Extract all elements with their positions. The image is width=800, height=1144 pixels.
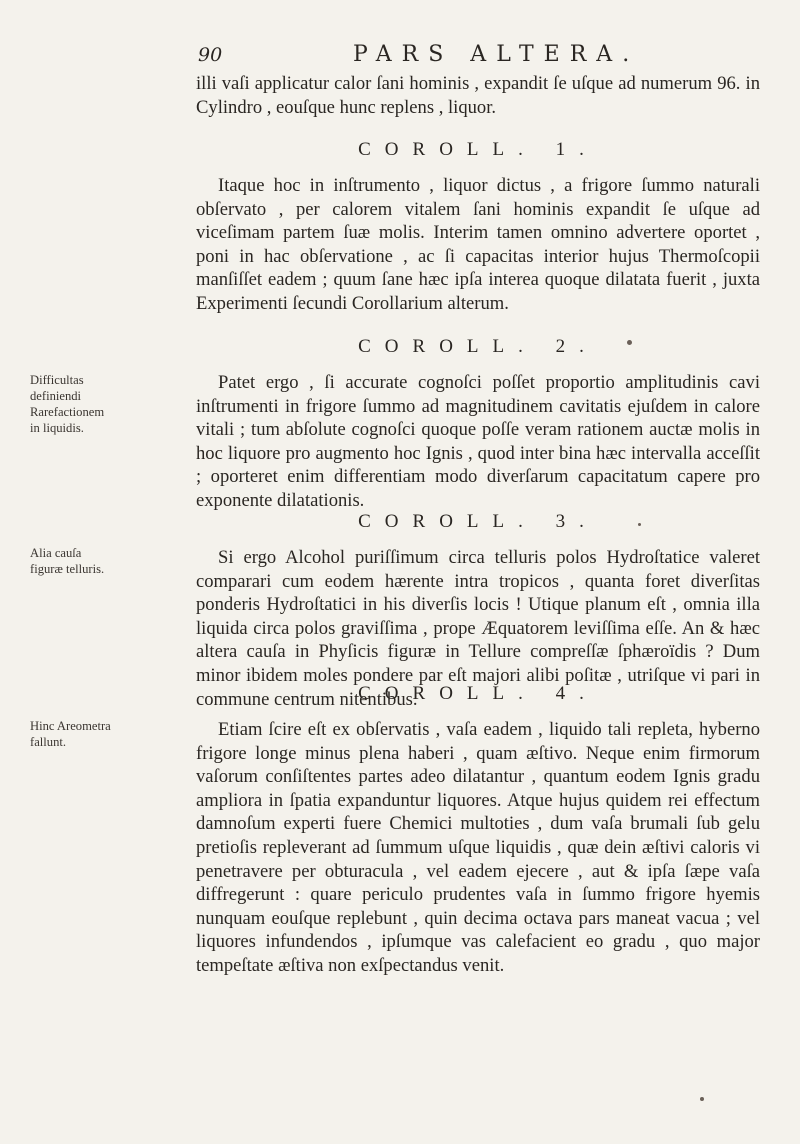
page-number: 90 (198, 44, 223, 66)
margin-note-areometers: Hinc Areometra fallunt. (30, 719, 111, 749)
corollary-heading-2: COROLL. 2. (358, 336, 598, 357)
paragraph-continued: illi vaſi applicatur calor ſani hominis , expandit ſe uſque ad numerum 96. in Cylindro , eouſque hunc replens , liquor. (196, 73, 760, 118)
ink-speck (638, 523, 641, 526)
ink-speck (627, 340, 632, 345)
corollary-heading-1: COROLL. 1. (358, 139, 598, 160)
corollary-heading-3: COROLL. 3. (358, 511, 598, 532)
running-head: PARS ALTERA. (353, 42, 640, 67)
margin-note-figure-of-earth: Alia cauſa figuræ telluris. (30, 546, 105, 576)
corollary-heading-4: COROLL. 4. (358, 683, 598, 704)
paragraph-corollary-1: Itaque hoc in inſtrumento , liquor dictus , a frigore ſummo naturali obſervato , per calorem vitalem ſani hominis expandit ſe uſque ad viceſimam partem ſuæ molis. Interim tamen omnino advertere oportet , poni in hac obſervatione , ac ſi capacitas interior hujus Thermoſcopii manſiſſet eadem ; quum ſane hæc ipſa interea quoque dilatata fuerit , juxta Experimenti ſecundi Corollarium alterum. (196, 175, 760, 314)
paragraph-corollary-4: Etiam ſcire eſt ex obſervatis , vaſa eadem , liquido tali repleta, hyberno frigore longe minus plena haberi , quam æſtivo. Neque enim firmorum vaſorum conſiſtentes partes adeo dilatantur , quantum eodem Ignis gradu ampliora in ſpatia expanduntur liquores. Atque hujus quidem rei effectum damnoſum experti fuere Chemici multoties , dum vaſa brumali ſub gelu pretioſis repleverant ad ſummum uſque liquidis , quæ dein æſtivi caloris vi penetravere per obturacula , vel eadem ejecere , aut & ipſa ſæpe vaſa diffregerunt : quare periculo prudentes vaſa in ſummo frigore hyemis nunquam eouſque replebunt , quin decima octava pars maneat vacua ; vel liquores infundendos , ipſumque vas calefacient eo gradu , quo major tempeſtate æſtiva non exſpectandus venit. (196, 719, 760, 976)
paragraph-corollary-2: Patet ergo , ſi accurate cognoſci poſſet proportio amplitudinis cavi inſtrumenti in frigore ſummo ad magnitudinem cavitatis ejuſdem in calore vitali ; tum abſolute cognoſci quoque poſſe veram rationem auctæ molis in hoc liquore pro augmento hoc Ignis , quod inter bina hæc intervalla acceſſit ; oporteret enim differentiam modo diverſarum capacitatum capere pro exponente dilatationis. (196, 372, 760, 511)
paragraph-corollary-3: Si ergo Alcohol puriſſimum circa telluris polos Hydroſtatice valeret comparari cum eodem hærente intra tropicos , quanta foret diverſitas ponderis Hydroſtatici in his diverſis locis ! Utique planum eſt , omnia illa liquida circa polos graviſſima , prope Æquatorem leviſſima eſſe. An & hæc altera cauſa in Phyſicis figuræ in Tellure compreſſæ ſphæroïdis ? Dum minor ibidem moles pondere par eſt majori alibi poſitæ , utriſque vi pari in commune centrum nitentibus. (196, 547, 760, 710)
margin-note-rarefaction: Difficultas definiendi Rarefactionem in liquidis. (30, 373, 105, 435)
page-header (198, 44, 758, 72)
ink-speck (700, 1097, 704, 1101)
